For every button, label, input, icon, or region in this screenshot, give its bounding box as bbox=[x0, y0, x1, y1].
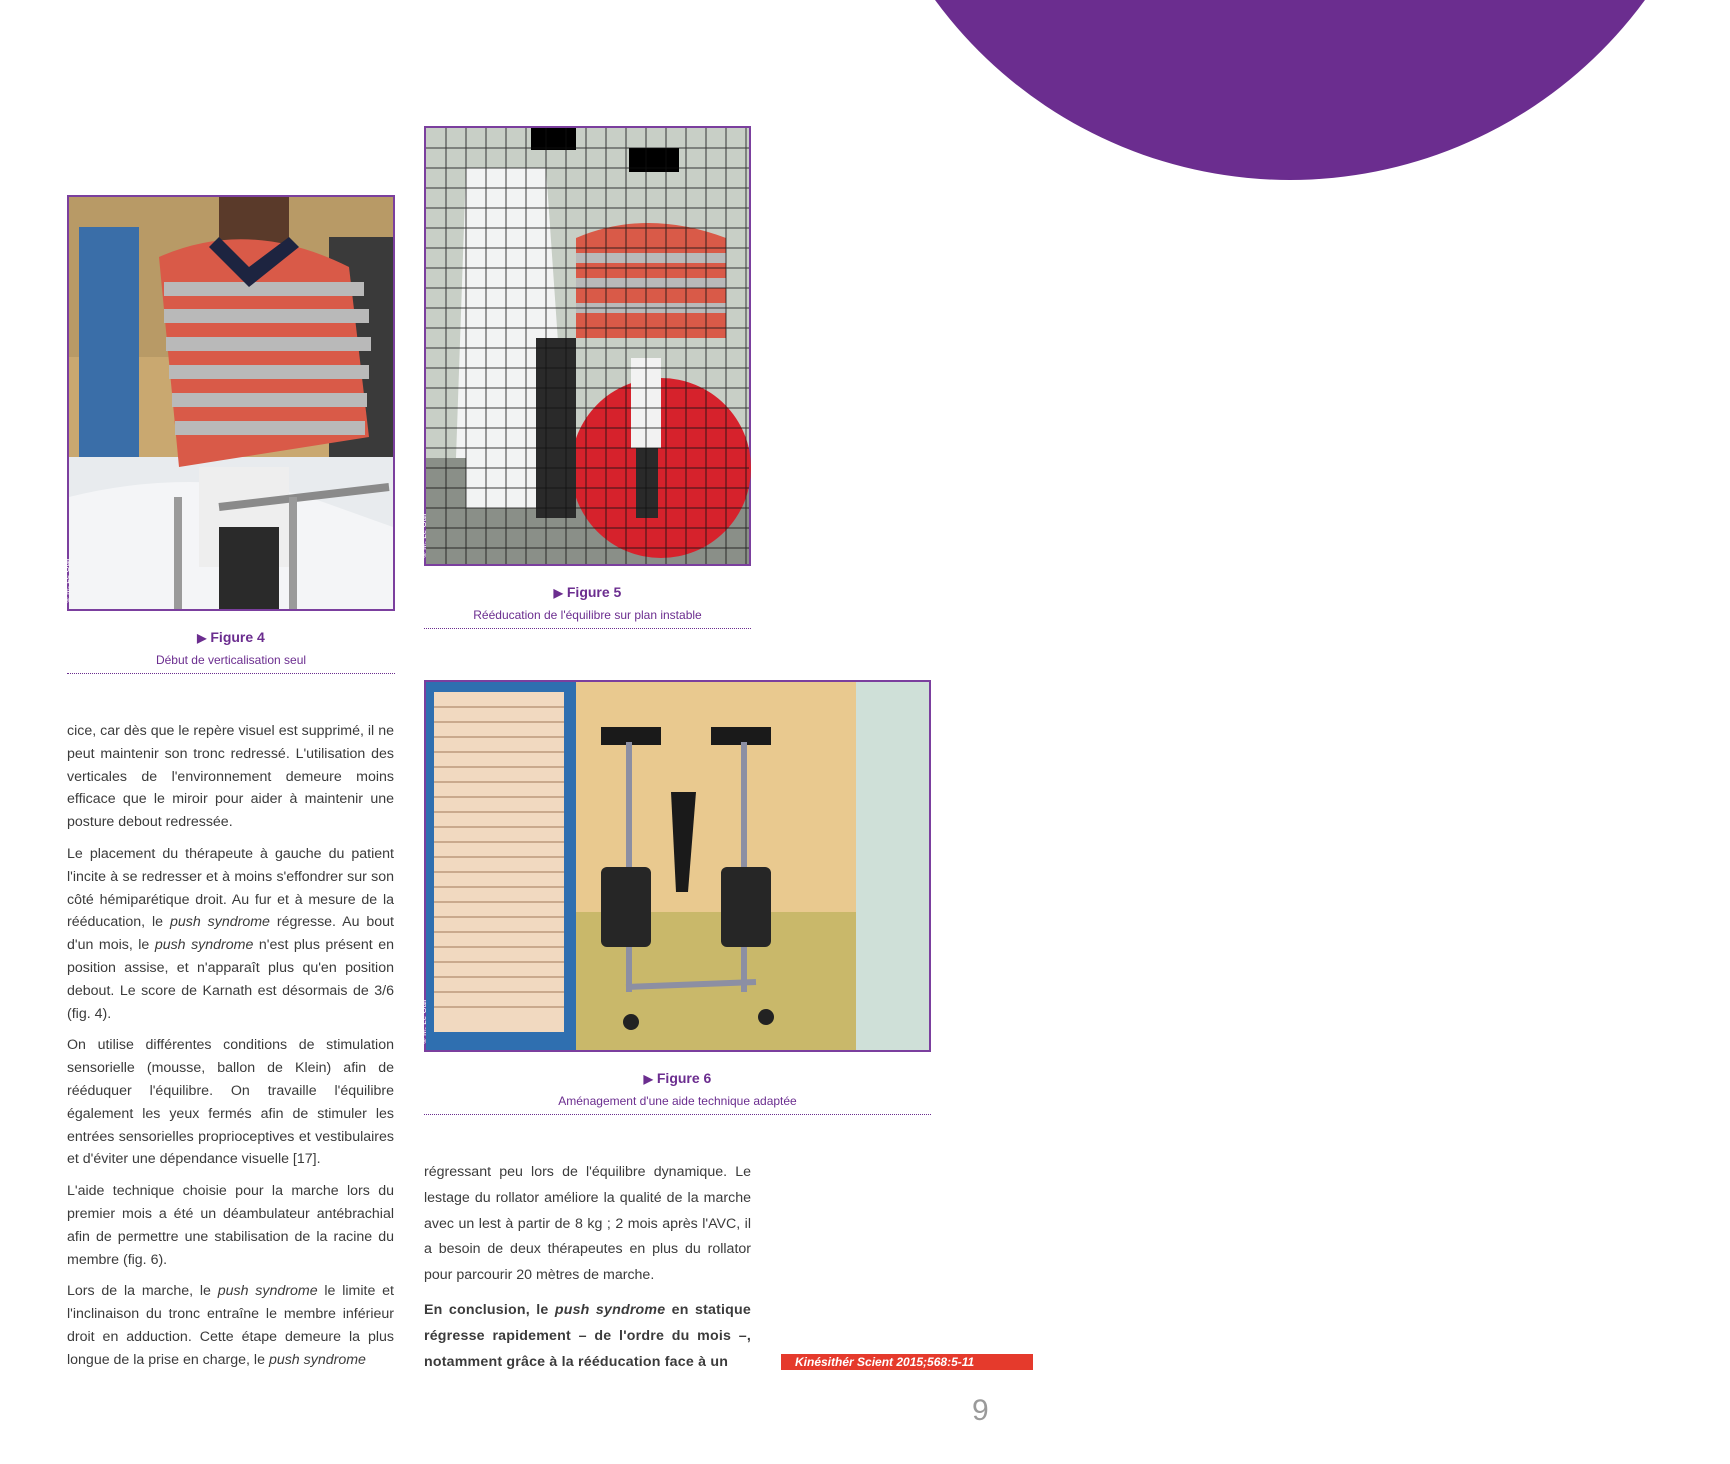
figure-6-caption bbox=[424, 1070, 931, 1115]
figure-4-illustration bbox=[69, 197, 393, 609]
figure-5-caption bbox=[424, 584, 751, 629]
paragraph-5-emphasis-2: push syndrome bbox=[268, 1351, 366, 1368]
figure-6-label bbox=[424, 1070, 931, 1086]
figure-5-photo bbox=[419, 126, 751, 566]
figure-4-triangle-icon: ▶ bbox=[197, 631, 207, 645]
paragraph-2-emphasis-2: push syndrome bbox=[154, 937, 254, 954]
conclusion-paragraph bbox=[424, 1298, 751, 1375]
figure-6-triangle-icon: ▶ bbox=[643, 1072, 653, 1086]
figure-6-label-text: Figure 6 bbox=[656, 1070, 712, 1086]
figure-5-credit: © M. Le Gall bbox=[419, 513, 428, 558]
figure-4-caption bbox=[67, 629, 395, 674]
paragraph-4: L'aide technique choisie pour la marche lors du premier mois a été un déambulateur antébrachial afin de permettre une stabilisation de la racine du membre (fig. 6). bbox=[67, 1183, 394, 1268]
figure-5-divider bbox=[424, 628, 751, 629]
figure-6-credit: © M. Le Gall bbox=[419, 999, 428, 1044]
paragraph-2-text-b: régresse. Au bout d'un mois, le bbox=[67, 914, 394, 954]
paragraph-2-text-a: Le placement du thérapeute à gauche du patient l'incite à se redresser et à moins s'effondrer sur son côté hémiparétique droit. Au fur et à mesure de la rééducation, le bbox=[67, 845, 394, 931]
paragraph-2-text-c: n'est plus présent en position assise, et n'apparaît plus qu'en position debout. Le score de Karnath est désormais de 3/6 (fig. 4). bbox=[67, 937, 395, 1022]
figure-6-divider bbox=[424, 1114, 931, 1115]
figure-5-caption-text: Rééducation de l'équilibre sur plan instable bbox=[473, 608, 702, 622]
figure-5-illustration bbox=[426, 128, 749, 564]
paragraph-2 bbox=[67, 843, 394, 1025]
paragraph-1: cice, car dès que le repère visuel est supprimé, il ne peut maintenir son tronc redressé. L'utilisation des verticales de l'environnement demeure moins efficace que le miroir pour aider à maintenir une posture debout redressée. bbox=[67, 723, 394, 831]
figure-4-caption-text: Début de verticalisation seul bbox=[155, 653, 307, 667]
paragraph-5-text-a: Lors de la marche, le bbox=[67, 1283, 211, 1300]
page-number: 9 bbox=[972, 1394, 989, 1427]
figure-5-triangle-icon: ▶ bbox=[553, 586, 563, 600]
paragraph-2-emphasis-1: push syndrome bbox=[169, 914, 270, 931]
conclusion-text-a: En conclusion, le bbox=[424, 1301, 549, 1318]
figure-5-label-text: Figure 5 bbox=[566, 584, 622, 600]
figure-4-credit: © M. Le Gall bbox=[62, 558, 71, 603]
figure-4-label bbox=[67, 629, 395, 645]
figure-6-caption-text: Aménagement d'une aide technique adaptée bbox=[558, 1094, 797, 1108]
conclusion-emphasis: push syndrome bbox=[554, 1301, 666, 1318]
paragraph-3: On utilise différentes conditions de stimulation sensorielle (mousse, ballon de Klein) afin de rééduquer l'équilibre. On travaille l'équilibre également les yeux fermés afin de stimuler les entrées sensorielles proprioceptives et vestibulaires et d'éviter une dépendance visuelle [17]. bbox=[67, 1037, 394, 1168]
figure-5-label bbox=[424, 584, 751, 600]
figure-4-photo bbox=[62, 195, 395, 611]
right-paragraph-1: régressant peu lors de l'équilibre dynamique. Le lestage du rollator améliore la qualité de la marche avec un lest à partir de 8 kg ; 2 mois après l'AVC, il a besoin de deux thérapeutes en plus du rollator pour parcourir 20 mètres de marche. bbox=[424, 1164, 751, 1284]
corner-decoration bbox=[850, 0, 1730, 180]
figure-6-illustration bbox=[426, 682, 929, 1050]
figure-4-label-text: Figure 4 bbox=[210, 629, 265, 645]
paragraph-5 bbox=[67, 1280, 394, 1371]
paragraph-5-emphasis-1: push syndrome bbox=[217, 1283, 318, 1300]
figure-4-divider bbox=[67, 673, 395, 674]
figure-6-photo bbox=[419, 680, 931, 1052]
conclusion-text-b: en statique régresse rapidement – de l'ordre du mois –, notamment grâce à la rééducation face à un bbox=[424, 1301, 751, 1370]
paragraph-5-text-b: le limite et l'inclinaison du tronc entraîne le membre inférieur droit en adduction. Cette étape demeure la plus longue de la prise en charge, le bbox=[67, 1283, 394, 1368]
journal-citation: Kinésithér Scient 2015;568:5-11 bbox=[781, 1354, 1033, 1370]
right-column bbox=[424, 1160, 751, 1384]
left-column bbox=[67, 720, 394, 1381]
